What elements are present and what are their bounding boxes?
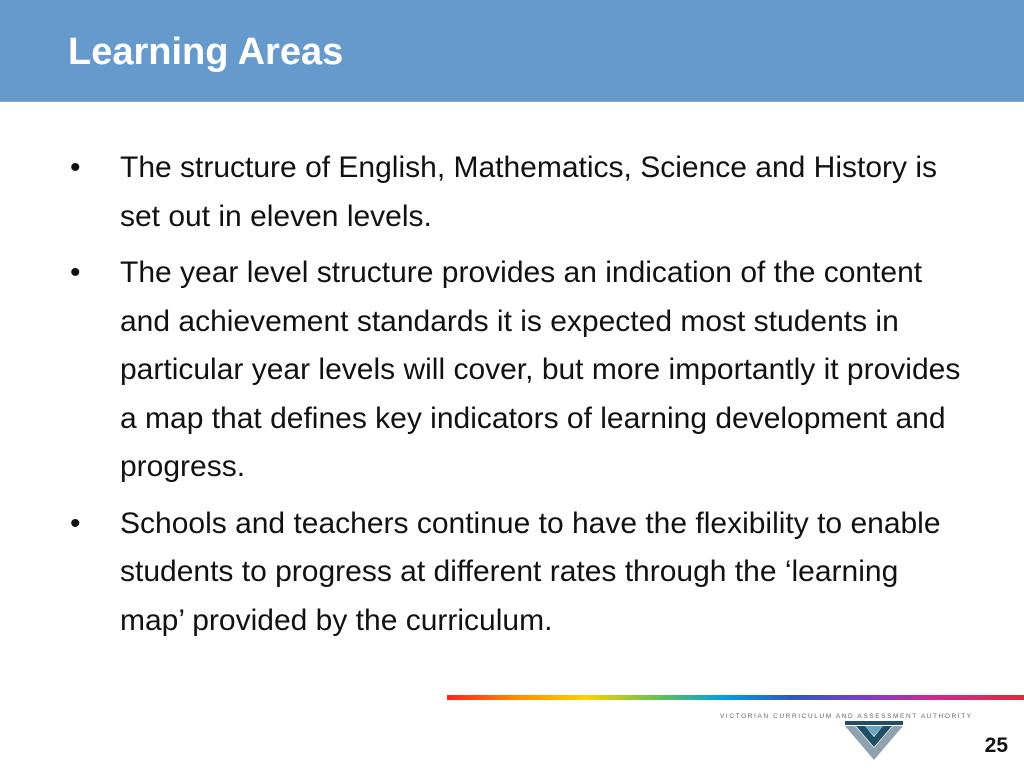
bullet-marker: • (70, 256, 81, 289)
slide-header (0, 0, 1024, 102)
bullet-marker: • (70, 506, 81, 540)
bullet-item (68, 249, 968, 492)
bullet-text: The structure of English, Mathematics, Science and History is set out in eleven levels. (120, 151, 938, 233)
rainbow-divider (447, 695, 1024, 700)
page-number: 25 (984, 734, 1008, 757)
slide-title: Learning Areas (68, 31, 344, 73)
bullet-item (68, 500, 968, 646)
bullet-marker: • (70, 151, 81, 184)
bullet-text: Schools and teachers continue to have the flexibility to enable students to progress at different rates through the ‘learning map’ provided by the curriculum. (120, 506, 941, 637)
vcaa-logo-icon (843, 720, 905, 762)
bullet-list (68, 144, 968, 653)
bullet-item (68, 144, 968, 241)
bullet-text: The year level structure provides an indication of the content and achievement standards it is expected most students in particular year levels will cover, but more importantly it provides a map that defines key indicators of learning development and progress. (120, 256, 961, 483)
authority-label: VICTORIAN CURRICULUM AND ASSESSMENT AUTHORITY (720, 713, 973, 720)
